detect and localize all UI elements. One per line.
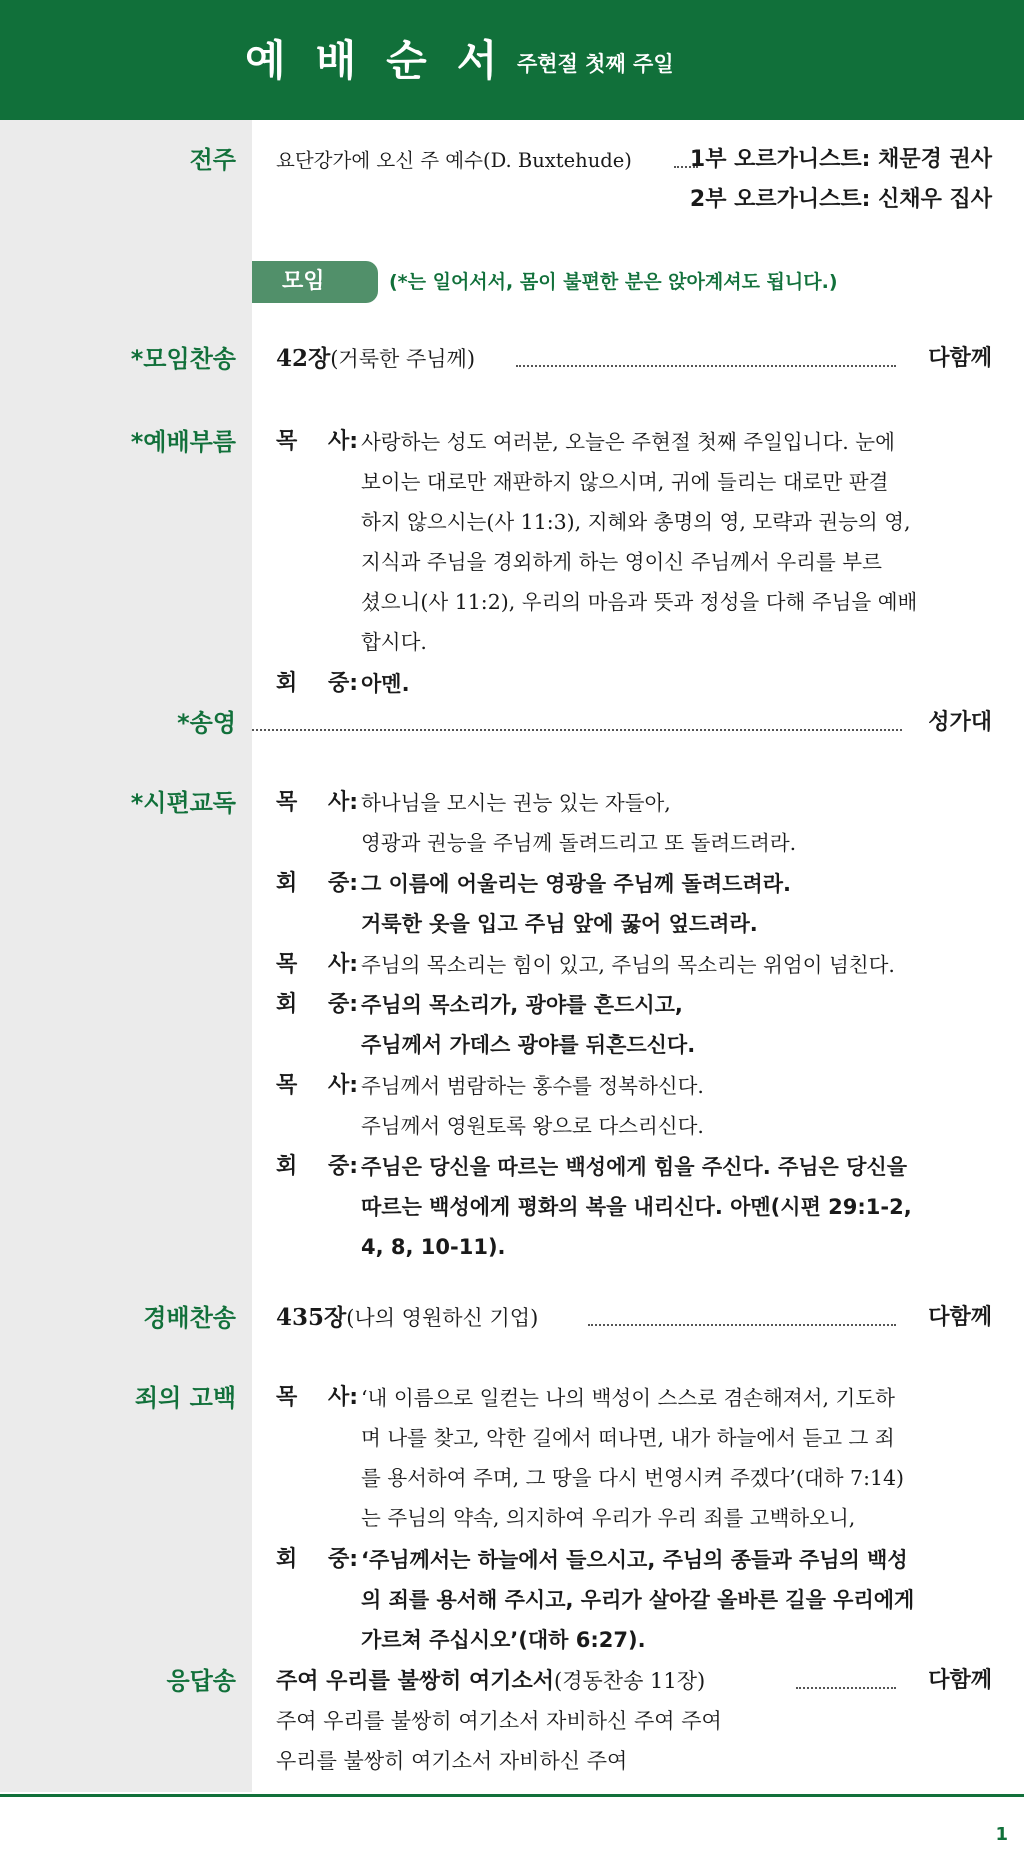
prelude-row: [276, 140, 992, 180]
congregation-line: 아멘.: [361, 672, 410, 696]
pastor-line: 합시다.: [361, 630, 427, 654]
hymn-title: (나의 영원하신 기업): [346, 1306, 539, 1330]
response-performer: 다함께: [928, 1668, 992, 1693]
speaker-congregation: 회 중:: [276, 871, 359, 896]
page-header: [0, 0, 1024, 120]
congregation-line: 주님은 당신을 따르는 백성에게 힘을 주신다. 주님은 당신을: [361, 1155, 908, 1179]
label-gathering-hymn: *모임찬송: [130, 345, 236, 373]
pastor-line: 사랑하는 성도 여러분, 오늘은 주현절 첫째 주일입니다. 눈에: [361, 430, 895, 454]
dotted-leader: [796, 1687, 896, 1689]
dotted-leader: [252, 729, 902, 731]
response-lyric-line: 주여 우리를 불쌍히 여기소서 자비하신 주여 주여: [276, 1709, 722, 1733]
hymn-number: 42장: [276, 345, 331, 372]
section-gathering: 모임: [252, 261, 378, 303]
hymn-performer: 다함께: [928, 346, 992, 371]
congregation-line: 거룩한 옷을 입고 주님 앞에 꿇어 엎드려라.: [361, 912, 758, 936]
label-call-to-worship: *예배부름: [130, 428, 236, 456]
organist-2: 2부 오르가니스트: 신채우 집사: [689, 187, 992, 212]
speaker-pastor: 목 사:: [276, 429, 359, 454]
congregation-line: 의 죄를 용서해 주시고, 우리가 살아갈 올바른 길을 우리에게: [361, 1588, 915, 1612]
prelude-piece: 요단강가에 오신 주 예수(D. Buxtehude): [276, 149, 632, 172]
pastor-line: 주님께서 영원토록 왕으로 다스리신다.: [361, 1114, 704, 1138]
congregation-line: 가르쳐 주십시오’(대하 6:27).: [361, 1628, 646, 1652]
speaker-congregation: 회 중:: [276, 671, 359, 696]
congregation-line: 주님의 목소리가, 광야를 흔드시고,: [361, 993, 683, 1017]
speaker-congregation: 회 중:: [276, 1547, 359, 1572]
pastor-line: 를 용서하여 주며, 그 땅을 다시 번영시켜 주겠다’(대하 7:14): [361, 1466, 905, 1490]
speaker-pastor: 목 사:: [276, 790, 359, 815]
hymn-performer: 다함께: [928, 1305, 992, 1330]
pastor-line: ‘내 이름으로 일컫는 나의 백성이 스스로 겸손해져서, 기도하: [361, 1386, 895, 1410]
gathering-hymn-row: [276, 339, 992, 379]
label-hymn-of-praise: 경배찬송: [143, 1304, 236, 1332]
header-subtitle: 주현절 첫째 주일: [517, 52, 674, 76]
doxology-row: [252, 703, 992, 743]
response-source: (경동찬송 11장): [554, 1669, 706, 1693]
footer-rule: [0, 1794, 1024, 1797]
speaker-pastor: 목 사:: [276, 1073, 359, 1098]
congregation-line: 따르는 백성에게 평화의 복을 내리신다. 아멘(시편 29:1-2,: [361, 1195, 912, 1219]
pastor-line: 주님께서 범람하는 홍수를 정복하신다.: [361, 1074, 704, 1098]
page-number: 1: [995, 1824, 1008, 1845]
dotted-leader: [588, 1324, 896, 1326]
label-prelude: 전주: [189, 146, 236, 174]
speaker-pastor: 목 사:: [276, 952, 359, 977]
prelude-row-2: [276, 180, 992, 220]
congregation-line: 4, 8, 10-11).: [361, 1235, 506, 1259]
gathering-note: (*는 일어서서, 몸이 불편한 분은 앉아계셔도 됩니다.): [389, 271, 838, 293]
label-response: 응답송: [166, 1667, 236, 1695]
congregation-line: ‘주님께서는 하늘에서 들으시고, 주님의 종들과 주님의 백성: [361, 1548, 908, 1572]
header-title: 예배순서: [245, 36, 528, 85]
congregation-line: 주님께서 가데스 광야를 뒤흔드신다.: [361, 1033, 696, 1057]
organist-1: 1부 오르가니스트: 채문경 권사: [689, 147, 992, 172]
hymn-title: (거룩한 주님께): [330, 347, 476, 371]
response-lyric-line: 우리를 불쌍히 여기소서 자비하신 주여: [276, 1749, 628, 1773]
pastor-line: 는 주님의 약속, 의지하여 우리가 우리 죄를 고백하오니,: [361, 1506, 856, 1530]
pastor-line: 하지 않으시는(사 11:3), 지혜와 총명의 영, 모략과 권능의 영,: [361, 510, 911, 534]
label-psalm: *시편교독: [130, 789, 236, 817]
pastor-line: 하나님을 모시는 권능 있는 자들아,: [361, 791, 671, 815]
speaker-pastor: 목 사:: [276, 1385, 359, 1410]
dotted-leader: [516, 365, 896, 367]
pastor-line: 영광과 권능을 주님께 돌려드리고 또 돌려드려라.: [361, 831, 797, 855]
label-confession: 죄의 고백: [134, 1384, 236, 1412]
speaker-congregation: 회 중:: [276, 992, 359, 1017]
label-doxology: *송영: [177, 709, 236, 737]
speaker-congregation: 회 중:: [276, 1154, 359, 1179]
response-title: 주여 우리를 불쌍히 여기소서: [276, 1669, 555, 1694]
hymn-number: 435장: [276, 1304, 347, 1331]
congregation-line: 그 이름에 어울리는 영광을 주님께 돌려드려라.: [361, 872, 791, 896]
pastor-line: 보이는 대로만 재판하지 않으시며, 귀에 들리는 대로만 판결: [361, 470, 889, 494]
pastor-line: 며 나를 찾고, 악한 길에서 떠나면, 내가 하늘에서 듣고 그 죄: [361, 1426, 895, 1450]
pastor-line: 지식과 주님을 경외하게 하는 영이신 주님께서 우리를 부르: [361, 550, 882, 574]
doxology-performer: 성가대: [928, 710, 992, 735]
hymn-of-praise-row: [276, 1298, 992, 1338]
pastor-line: 셨으니(사 11:2), 우리의 마음과 뜻과 정성을 다해 주님을 예배: [361, 590, 918, 614]
response-row: [276, 1661, 992, 1701]
pastor-line: 주님의 목소리는 힘이 있고, 주님의 목소리는 위엄이 넘친다.: [361, 953, 895, 977]
